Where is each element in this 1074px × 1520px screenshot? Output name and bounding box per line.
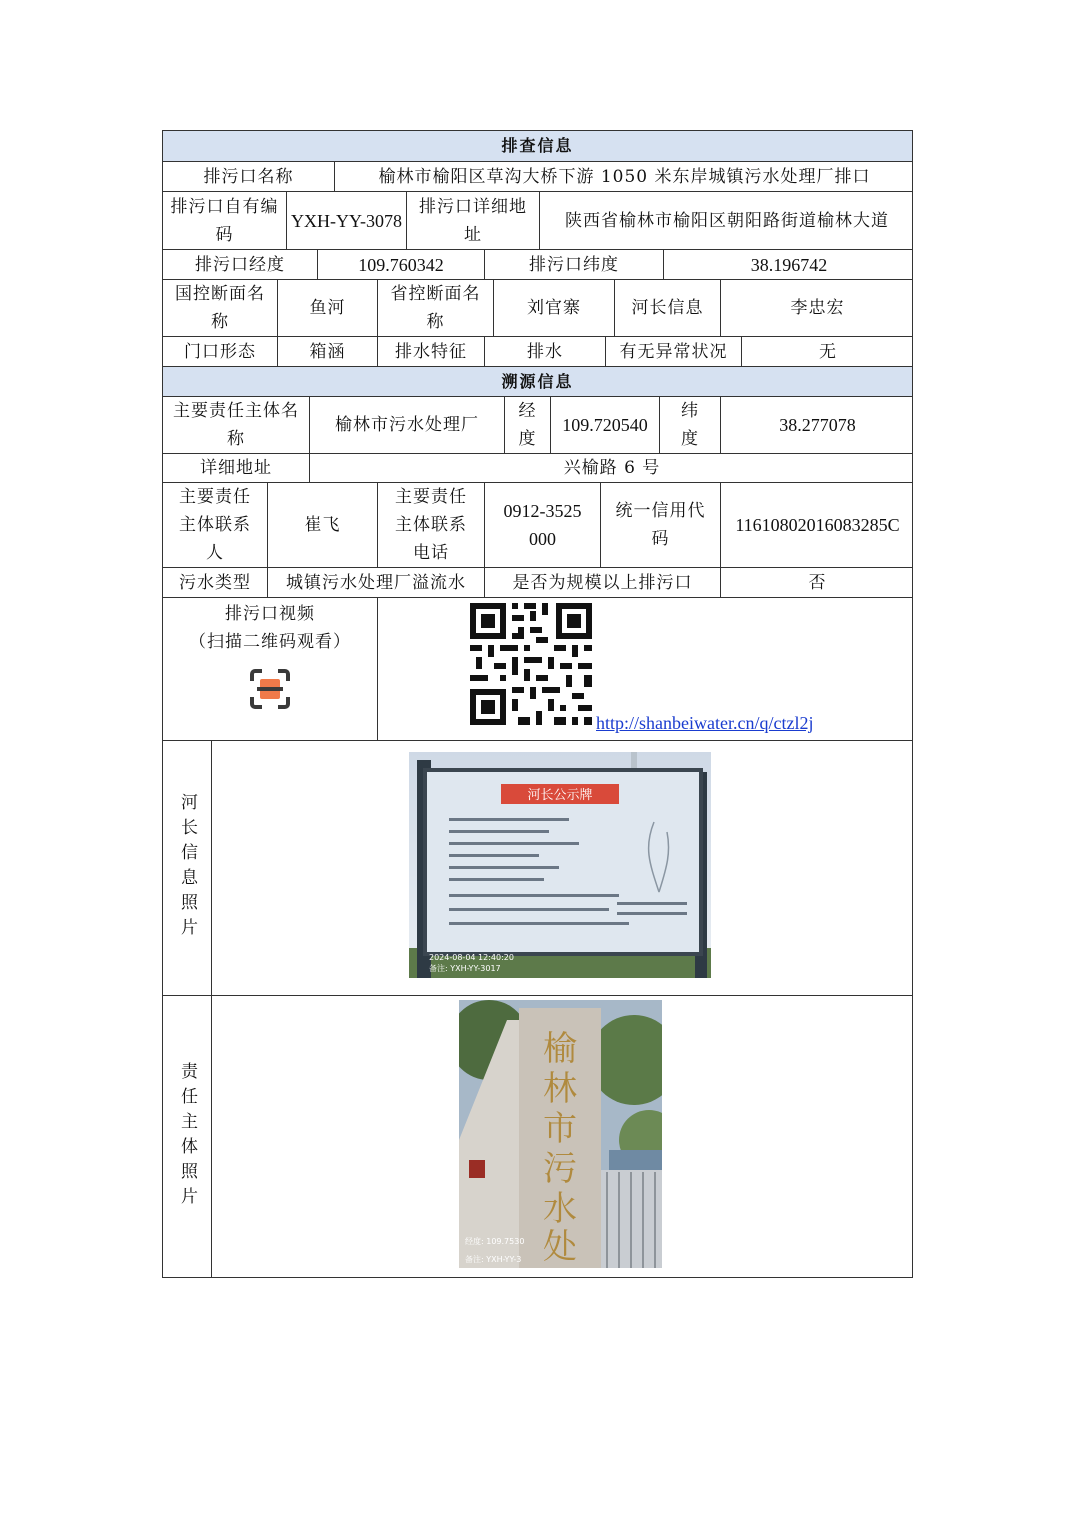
entity-photo [459,1000,662,1268]
river-chief-photo [409,752,711,978]
coords-row [163,249,912,279]
outfall-name-value: 榆林市榆阳区草沟大桥下游 1050 米东岸城镇污水处理厂排口 [334,162,914,191]
survey-header-row [163,131,912,161]
address-label: 排污口详细地址 [406,192,539,249]
national-section-value: 鱼河 [277,280,377,336]
section-row [163,279,912,336]
entity-name-label: 主要责任主体名称 [173,401,299,449]
video-qr-code[interactable] [468,601,594,727]
entity-address-row [163,453,912,482]
abnormal-label: 有无异常状况 [605,337,741,366]
code-value: YXH-YY-3078 [286,192,406,249]
credit-code-value: 11610802016083285C [720,483,914,567]
above-scale-label: 是否为规模以上排污口 [484,568,720,597]
discharge-label: 排水特征 [377,337,484,366]
svg-text:林: 林 [543,1069,577,1109]
svg-text:污: 污 [543,1149,577,1189]
sewage-row [163,567,912,597]
code-label: 排污口自有编码 [170,196,279,245]
sewage-type-value: 城镇污水处理厂溢流水 [267,568,484,597]
code-address-row [163,191,912,249]
credit-code-label: 统一信用代码 [600,483,720,567]
contact-value: 崔飞 [267,483,377,567]
plant-stamp-2: 备注: YXH-YY-3 [465,1255,522,1264]
outfall-name-row [163,161,912,191]
entity-address-value: 兴榆路 6 号 [309,454,914,482]
provincial-section-value: 刘官寨 [493,280,614,336]
video-label: 排污口视频 [225,604,315,624]
lon-label: 排污口经度 [195,254,285,275]
survey-section-title: 排查信息 [163,131,912,161]
sign-title: 河长公示牌 [527,788,593,803]
lat-label: 排污口纬度 [484,250,663,279]
river-chief-value: 李忠宏 [720,280,914,336]
contact-row [163,482,912,567]
sign-stamp-1: 2024-08-04 12:40:20 [429,953,514,962]
address-value: 陕西省榆林市榆阳区朝阳路街道榆林大道 [539,192,914,249]
sewage-type-label: 污水类型 [179,572,251,593]
entity-name-value: 榆林市污水处理厂 [309,397,504,453]
entity-photo-label: 责任主体照片 [177,1062,197,1212]
phone-label: 主要责任主体联系电话 [377,483,484,567]
lat-value: 38.196742 [663,250,914,279]
scan-icon[interactable] [249,668,291,710]
plant-stamp-1: 经度: 109.7530 [465,1237,525,1246]
entity-lon-label: 经度 [504,397,550,453]
national-section-label: 国控断面名称 [175,284,265,332]
plant-sign-char-1: 榆 [543,1029,577,1069]
shape-row [163,336,912,366]
above-scale-value: 否 [720,568,914,597]
entity-lon-value: 109.720540 [550,397,659,453]
video-url-link[interactable]: http://shanbeiwater.cn/q/ctzl2j [596,713,814,733]
outlet-shape-value: 箱涵 [277,337,377,366]
abnormal-value: 无 [741,337,914,366]
sign-stamp-2: 备注: YXH-YY-3017 [429,964,501,973]
phone-value: 0912-3525000 [484,483,600,567]
river-photo-label: 河长信息照片 [177,793,197,943]
entity-row [163,396,912,453]
river-chief-label: 河长信息 [614,280,720,336]
contact-label: 主要责任主体联系人 [179,487,251,563]
provincial-section-label: 省控断面名称 [377,280,493,336]
outlet-shape-label: 门口形态 [184,341,256,362]
outfall-name-label: 排污口名称 [203,166,294,187]
svg-text:市: 市 [543,1109,577,1149]
video-hint: （扫描二维码观看） [189,632,351,652]
trace-section-title: 溯源信息 [163,367,912,396]
trace-header-row [163,366,912,396]
lon-value: 109.760342 [317,250,484,279]
svg-text:水: 水 [543,1189,577,1229]
entity-lat-value: 38.277078 [720,397,914,453]
discharge-value: 排水 [484,337,605,366]
entity-address-label: 详细地址 [200,458,272,478]
video-label-cell [163,598,377,740]
entity-lat-label: 纬度 [659,397,720,453]
svg-text:处: 处 [543,1227,577,1267]
